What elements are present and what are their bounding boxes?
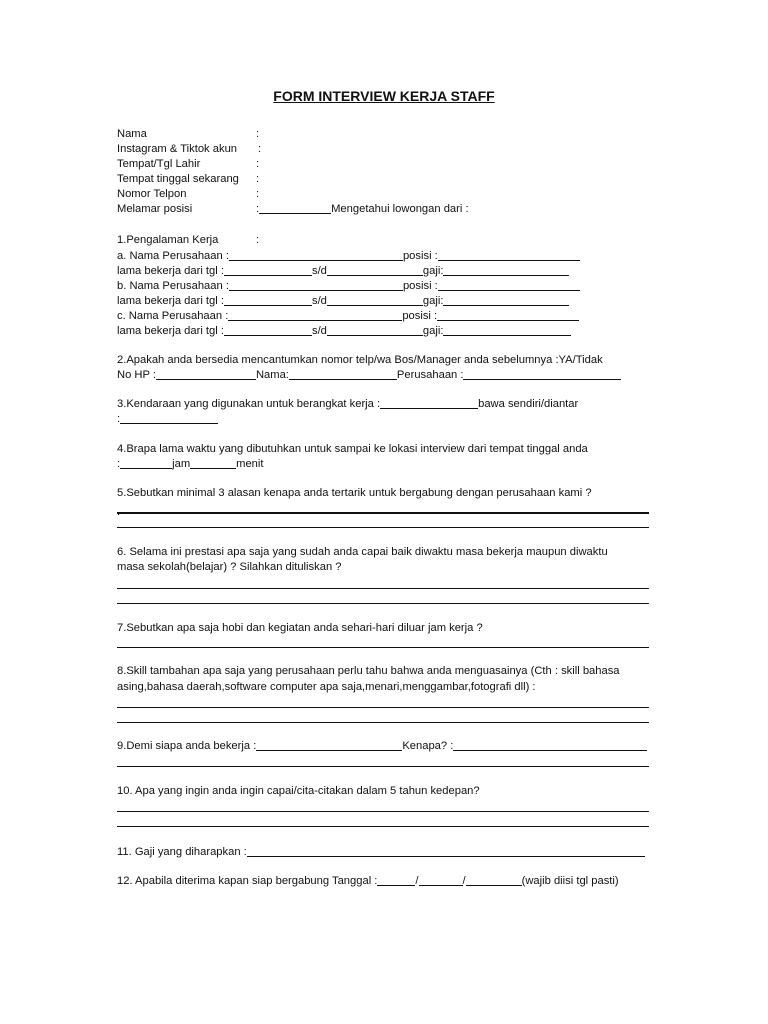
slash: / (415, 875, 419, 887)
position-label: posisi : (402, 310, 438, 322)
answer-line[interactable] (117, 647, 649, 648)
question-4-answer-row[interactable] (117, 457, 264, 471)
question-5: 5.Sebutkan minimal 3 alasan kenapa anda tertarik untuk bergabung dengan perusahaan kami ? (117, 487, 592, 499)
question-3[interactable] (117, 397, 578, 411)
answer-line[interactable] (117, 722, 649, 723)
demi-siapa-blank[interactable] (256, 740, 402, 751)
answer-line[interactable] (117, 707, 649, 708)
minutes-blank[interactable] (190, 458, 236, 469)
end-date-blank[interactable] (327, 325, 423, 336)
salary-label: gaji: (422, 265, 444, 277)
question-9[interactable] (117, 739, 647, 753)
melamar-posisi-line[interactable] (256, 202, 469, 216)
end-date-blank[interactable] (327, 295, 423, 306)
duration-label: lama bekerja dari tgl : (117, 265, 224, 277)
experience-duration-row[interactable] (117, 324, 571, 338)
month-blank[interactable] (419, 875, 463, 886)
position-label: posisi : (402, 280, 438, 292)
day-blank[interactable] (377, 875, 415, 886)
colon: : (256, 203, 260, 215)
answer-line[interactable] (117, 603, 649, 604)
question-11-label: 11. Gaji yang diharapkan : (117, 846, 247, 858)
sd-label: s/d (311, 325, 327, 337)
salary-label: gaji: (422, 295, 444, 307)
jam-label: jam (172, 458, 191, 470)
start-date-blank[interactable] (224, 265, 312, 276)
colon: : (256, 234, 260, 246)
experience-company-row[interactable] (117, 249, 580, 263)
blank-line[interactable] (259, 203, 331, 214)
field-label-ttl: Tempat/Tgl Lahir (117, 158, 201, 170)
start-date-blank[interactable] (224, 295, 312, 306)
experience-duration-row[interactable] (117, 294, 569, 308)
blank-line[interactable] (120, 413, 218, 424)
field-label-telpon: Nomor Telpon (117, 188, 187, 200)
hp-blank[interactable] (156, 369, 256, 380)
sd-label: s/d (311, 265, 327, 277)
start-date-blank[interactable] (224, 325, 312, 336)
sd-label: s/d (311, 295, 327, 307)
question-6-line2: masa sekolah(belajar) ? Silahkan dituliskan ? (117, 561, 342, 573)
answer-line[interactable] (117, 588, 649, 589)
colon: : (256, 158, 260, 170)
answer-line[interactable] (117, 766, 649, 767)
position-blank[interactable] (438, 250, 580, 261)
question-8-line2: asing,bahasa daerah,software computer apa saja,menari,menggambar,fotografi dll) : (117, 681, 536, 693)
hp-label: No HP : (117, 369, 156, 381)
answer-line[interactable] (117, 826, 649, 827)
answer-line[interactable] (117, 527, 649, 528)
colon: : (258, 143, 262, 155)
colon: : (256, 188, 260, 200)
question-12-label: 12. Apabila diterima kapan siap bergabung Tanggal : (117, 875, 378, 887)
experience-company-row[interactable] (117, 309, 579, 323)
salary-blank[interactable] (443, 295, 569, 306)
duration-label: lama bekerja dari tgl : (117, 295, 224, 307)
position-blank[interactable] (437, 310, 579, 321)
menit-label: menit (236, 458, 264, 470)
year-blank[interactable] (466, 875, 522, 886)
lowongan-label: Mengetahui lowongan dari : (331, 203, 469, 215)
question-6-line1: 6. Selama ini prestasi apa saja yang sudah anda capai baik diwaktu masa bekerja maupun diwaktu (117, 546, 608, 558)
salary-blank[interactable] (443, 325, 571, 336)
question-3-line2[interactable] (117, 412, 218, 426)
field-label-tempat-tinggal: Tempat tinggal sekarang (117, 173, 239, 185)
question-2: 2.Apakah anda bersedia mencantumkan nomor telp/wa Bos/Manager anda sebelumnya :YA/Tidak (117, 354, 603, 366)
position-label: posisi : (402, 250, 438, 262)
answer-line[interactable] (117, 512, 649, 514)
end-date-blank[interactable] (327, 265, 423, 276)
experience-duration-row[interactable] (117, 264, 569, 278)
kendaraan-blank[interactable] (380, 398, 478, 409)
kenapa-label: Kenapa? : (402, 740, 454, 752)
company-label: b. Nama Perusahaan : (117, 280, 229, 292)
question-4: 4.Brapa lama waktu yang dibutuhkan untuk sampai ke lokasi interview dari tempat tinggal anda (117, 443, 588, 455)
question-12-note: (wajib diisi tgl pasti) (521, 875, 619, 887)
company-label: c. Nama Perusahaan : (117, 310, 229, 322)
colon: : (117, 413, 121, 425)
nama-label: Nama: (255, 369, 289, 381)
colon: : (256, 173, 260, 185)
slash: / (462, 875, 466, 887)
company-blank[interactable] (229, 250, 403, 261)
experience-company-row[interactable] (117, 279, 580, 293)
perusahaan-blank[interactable] (463, 369, 621, 380)
field-label-instagram: Instagram & Tiktok akun (117, 143, 238, 155)
colon: : (256, 128, 260, 140)
company-blank[interactable] (229, 280, 403, 291)
company-blank[interactable] (228, 310, 402, 321)
question-11[interactable] (117, 845, 645, 859)
question-12[interactable] (117, 874, 619, 888)
salary-blank[interactable] (443, 265, 569, 276)
question-10: 10. Apa yang ingin anda ingin capai/cita-citakan dalam 5 tahun kedepan? (117, 785, 480, 797)
field-label-posisi: Melamar posisi (117, 203, 193, 215)
position-blank[interactable] (438, 280, 580, 291)
experience-heading: 1.Pengalaman Kerja (117, 234, 219, 246)
nama-blank[interactable] (289, 369, 397, 380)
perusahaan-label: Perusahaan : (396, 369, 464, 381)
company-label: a. Nama Perusahaan : (117, 250, 229, 262)
salary-label: gaji: (422, 325, 444, 337)
field-label-nama: Nama (117, 128, 147, 140)
page-title: FORM INTERVIEW KERJA STAFF (273, 88, 495, 104)
bullet: . (117, 519, 121, 531)
question-3-label: 3.Kendaraan yang digunakan untuk berangkat kerja : (117, 398, 381, 410)
question-7: 7.Sebutkan apa saja hobi dan kegiatan anda sehari-hari diluar jam kerja ? (117, 622, 483, 634)
gaji-blank[interactable] (247, 846, 645, 857)
hours-blank[interactable] (120, 458, 172, 469)
bullet: . (117, 506, 121, 518)
duration-label: lama bekerja dari tgl : (117, 325, 224, 337)
question-2-contact-row[interactable] (117, 368, 621, 382)
question-8-line1: 8.Skill tambahan apa saja yang perusahaan perlu tahu bahwa anda menguasainya (Cth : skill bahasa (117, 665, 620, 677)
colon: : (117, 458, 121, 470)
question-9-label: 9.Demi siapa anda bekerja : (117, 740, 257, 752)
kenapa-blank[interactable] (453, 740, 647, 751)
question-3-options: bawa sendiri/diantar (478, 398, 579, 410)
answer-line[interactable] (117, 811, 649, 812)
